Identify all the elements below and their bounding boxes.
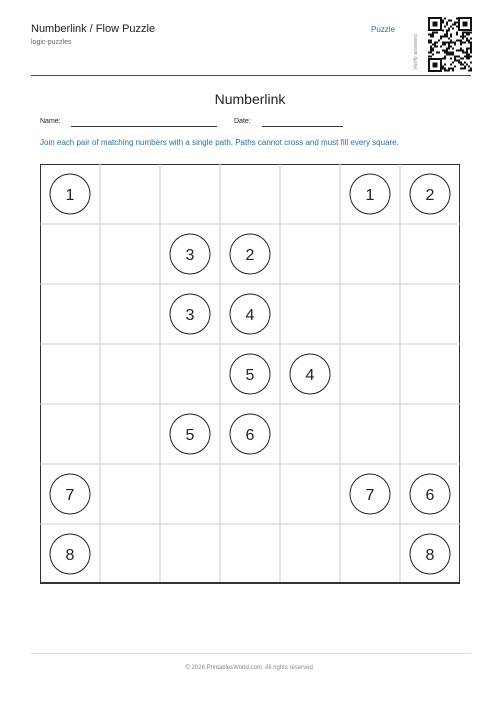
- clue-label: 6: [425, 487, 435, 504]
- clue-8[interactable]: [50, 534, 90, 574]
- clue-3[interactable]: [170, 294, 210, 334]
- date-field[interactable]: [262, 126, 343, 127]
- clue-7[interactable]: [350, 474, 390, 514]
- clue-2[interactable]: [410, 174, 450, 214]
- clue-4[interactable]: [230, 294, 270, 334]
- name-label: Name:: [40, 118, 61, 125]
- clue-label: 4: [245, 307, 255, 324]
- clue-label: 2: [245, 247, 255, 264]
- puzzle-grid-lines: [40, 164, 460, 584]
- header-title: Numberlink / Flow Puzzle: [31, 23, 156, 35]
- clue-label: 3: [185, 247, 195, 264]
- header-subtitle: logic-puzzles: [31, 39, 72, 46]
- clue-1[interactable]: [350, 174, 390, 214]
- clue-3[interactable]: [170, 234, 210, 274]
- clue-5[interactable]: [170, 414, 210, 454]
- clue-5[interactable]: [230, 354, 270, 394]
- clue-label: 8: [425, 547, 435, 564]
- clue-8[interactable]: [410, 534, 450, 574]
- footer-divider: [31, 653, 471, 654]
- page-title: Numberlink: [214, 91, 286, 107]
- clue-label: 3: [185, 307, 195, 324]
- clue-label: 1: [65, 187, 75, 204]
- footer-copyright: © 2026 PrintablesWorld.com. All rights reserved.: [185, 665, 315, 671]
- clue-label: 5: [185, 427, 195, 444]
- clue-label: 8: [65, 547, 75, 564]
- date-label: Date:: [234, 118, 251, 125]
- name-field[interactable]: [71, 126, 217, 127]
- clue-6[interactable]: [410, 474, 450, 514]
- puzzle-link[interactable]: Puzzle: [371, 25, 396, 34]
- verify-answers-text: Verify answers: [413, 34, 419, 70]
- clue-label: 7: [365, 487, 375, 504]
- grid-bottom-border: [40, 582, 460, 584]
- clue-6[interactable]: [230, 414, 270, 454]
- instructions: Join each pair of matching numbers with a single path. Paths cannot cross and must fill every square.: [40, 138, 399, 147]
- clue-label: 7: [65, 487, 75, 504]
- clue-label: 4: [305, 367, 315, 384]
- clue-2[interactable]: [230, 234, 270, 274]
- clue-7[interactable]: [50, 474, 90, 514]
- clue-label: 5: [245, 367, 255, 384]
- clue-label: 2: [425, 187, 435, 204]
- clue-label: 1: [365, 187, 375, 204]
- clue-1[interactable]: [50, 174, 90, 214]
- header-divider: [31, 75, 471, 76]
- qr-code-icon[interactable]: [428, 17, 472, 72]
- clue-label: 6: [245, 427, 255, 444]
- clue-4[interactable]: [290, 354, 330, 394]
